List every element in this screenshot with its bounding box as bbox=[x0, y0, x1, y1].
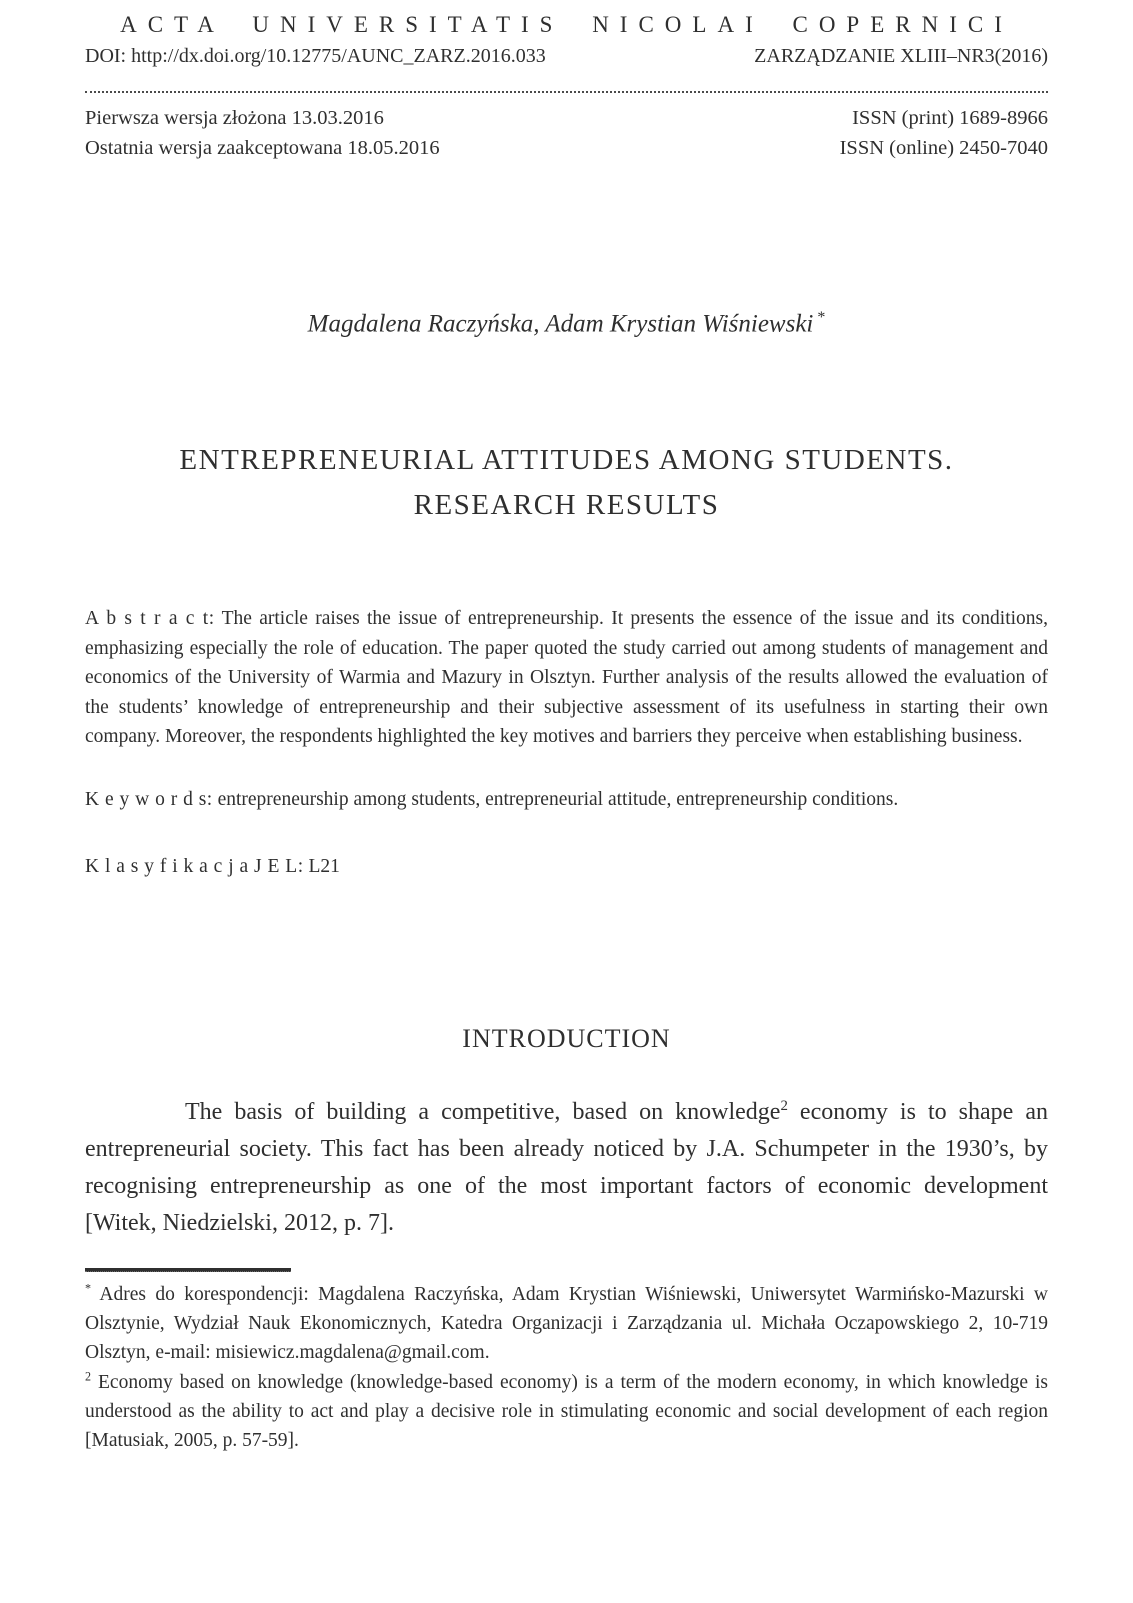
footnote-marker-2: 2 bbox=[85, 1369, 92, 1384]
issn-print: ISSN (print) 1689-8966 bbox=[852, 107, 1048, 129]
first-version-date: Pierwsza wersja złożona 13.03.2016 bbox=[85, 107, 384, 129]
footnote-reference-2: 2 bbox=[780, 1097, 788, 1114]
doi-row bbox=[85, 45, 1048, 68]
authors-line bbox=[85, 309, 1048, 338]
abstract-label: A b s t r a c t: bbox=[85, 608, 215, 630]
issn-online: ISSN (online) 2450-7040 bbox=[839, 137, 1048, 159]
abstract bbox=[85, 604, 1048, 752]
correspondence-asterisk: * bbox=[817, 309, 826, 326]
abstract-text: The article raises the issue of entrepreneurship. It presents the essence of the issue and its conditions, emphasizing especially the role of education. The paper quoted the study carried out among students of management and economics of the University of Warmia and Mazury in Olsztyn. Further analysis of the results allowed the evaluation of the students’ knowledge of entrepreneurship and their subjective assessment of its usefulness in starting their own company. Moreover, the respondents highlighted the key motives and barriers they perceive when establishing business. bbox=[85, 608, 1048, 748]
author-names: Magdalena Raczyńska, Adam Krystian Wiśniewski bbox=[307, 310, 814, 338]
article-title-line2: RESEARCH RESULTS bbox=[413, 489, 720, 522]
jel-value: L21 bbox=[308, 856, 340, 878]
journal-name: ACTA UNIVERSITATIS NICOLAI COPERNICI bbox=[120, 12, 1013, 37]
footnote-correspondence bbox=[85, 1280, 1048, 1367]
header-divider bbox=[85, 91, 1048, 93]
footnote-knowledge-economy bbox=[85, 1368, 1048, 1455]
accepted-version-date: Ostatnia wersja zaakceptowana 18.05.2016 bbox=[85, 137, 440, 159]
keywords-label: K e y w o r d s: bbox=[85, 788, 213, 810]
keywords-text: entrepreneurship among students, entrepreneurial attitude, entrepreneurship conditions. bbox=[217, 788, 899, 810]
keywords bbox=[85, 785, 1048, 815]
version-dates bbox=[85, 103, 440, 163]
version-issn-block bbox=[85, 103, 1048, 163]
introduction-text-part1: The basis of building a competitive, based on knowledge bbox=[185, 1098, 781, 1125]
footnote-correspondence-text: Adres do korespondencji: Magdalena Raczyńska, Adam Krystian Wiśniewski, Uniwersytet Warmińsko-Mazurski w Olsztynie, Wydział Nauk Ekonomicznych, Katedra Organizacji i Zarządzania ul. Michała Oczapowskiego 2, 10-719 Olsztyn, e-mail: misiewicz.magdalena@gmail.com. bbox=[85, 1283, 1049, 1363]
jel-label: K l a s y f i k a c j a J E L: bbox=[85, 856, 304, 878]
introduction-heading: INTRODUCTION bbox=[462, 1023, 671, 1053]
issue-text: ZARZĄDZANIE XLIII–NR3(2016) bbox=[754, 45, 1048, 67]
jel-classification bbox=[85, 852, 1048, 882]
doi-text: DOI: http://dx.doi.org/10.12775/AUNC_ZARZ.2016.033 bbox=[85, 45, 546, 67]
footnote-knowledge-economy-text: Economy based on knowledge (knowledge-based economy) is a term of the modern economy, in which knowledge is understood as the ability to act and play a decisive role in stimulating economic and social development of each region [Matusiak, 2005, p. 57-59]. bbox=[85, 1371, 1048, 1451]
masthead bbox=[85, 12, 1048, 163]
footnote-divider bbox=[85, 1268, 291, 1272]
article-title bbox=[85, 438, 1048, 528]
article-title-line1: ENTREPRENEURIAL ATTITUDES AMONG STUDENTS. bbox=[179, 444, 954, 477]
introduction-paragraph bbox=[85, 1094, 1048, 1242]
footnote-marker-asterisk: * bbox=[85, 1281, 92, 1296]
introduction-text-part2: economy is to shape an entrepreneurial society. This fact has been already noticed by J.A. Schumpeter in the 1930’s, by recognising entrepreneurship as one of the most important factors of economic development [Witek, Niedzielski, 2012, p. 7]. bbox=[85, 1098, 1048, 1236]
issn-numbers bbox=[840, 103, 1048, 163]
